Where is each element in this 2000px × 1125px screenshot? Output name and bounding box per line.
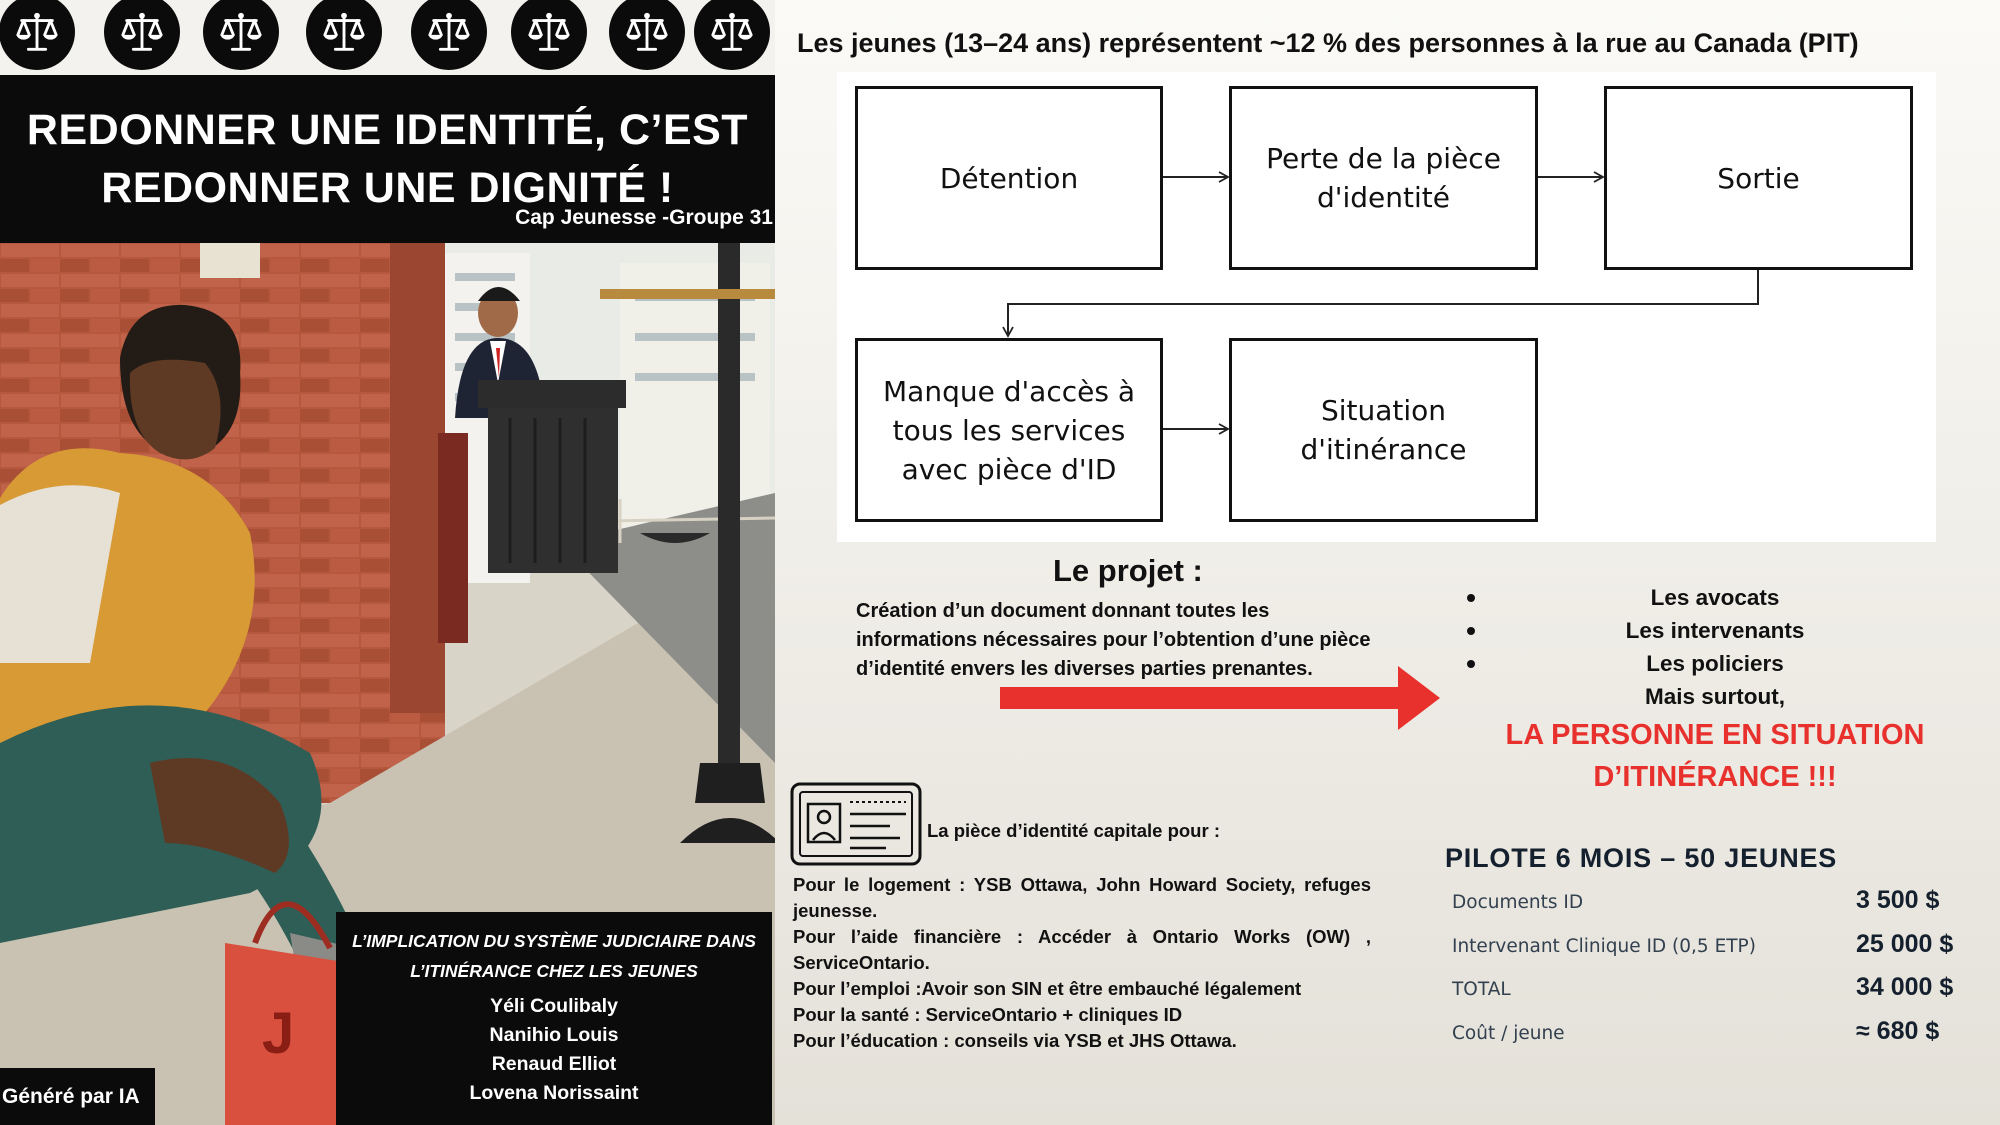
project-description: Création d’un document donnant toutes les informations nécessaires pour l’obtention d’une pièce d’identité envers les diverses parties prenantes.	[856, 600, 1371, 680]
scales-of-justice-icon	[203, 0, 279, 70]
poster	[0, 0, 775, 1125]
stakeholder-list	[1470, 581, 1960, 713]
flow-step-homelessness: Situation d'itinérance	[1229, 338, 1538, 522]
scales-of-justice-icon	[511, 0, 587, 70]
id-usage-item: Pour l’aide financière : Accéder à Ontario Works (OW) , ServiceOntario.	[793, 926, 1371, 973]
scales-icon-row	[0, 0, 775, 75]
id-card-icon	[790, 782, 922, 866]
budget-row	[1452, 971, 1982, 1007]
budget-row	[1452, 884, 1982, 920]
id-usage-item: Pour la santé : ServiceOntario + cliniques ID	[793, 1004, 1183, 1025]
scales-of-justice-icon	[0, 0, 75, 70]
budget-value: ≈ 680 $	[1856, 1017, 1940, 1045]
id-card-label: La pièce d’identité capitale pour :	[927, 820, 1220, 841]
scales-of-justice-icon	[694, 0, 770, 70]
id-usage-item: Pour l’éducation : conseils via YSB et JHS Ottawa.	[793, 1030, 1237, 1051]
author-list	[336, 992, 772, 1108]
scales-of-justice-icon	[104, 0, 180, 70]
id-usage-item: Pour le logement : YSB Ottawa, John Howard Society, refuges jeunesse.	[793, 874, 1371, 921]
author-name: Renaud Elliot	[491, 1053, 617, 1075]
scales-of-justice-icon	[411, 0, 487, 70]
poster-caption-box	[336, 912, 772, 1125]
svg-text:J: J	[262, 1001, 295, 1066]
homeless-person-emphasis: LA PERSONNE EN SITUATION D’ITINÉRANCE !!!	[1505, 719, 1925, 793]
budget-label: Coût / jeune	[1452, 1023, 1565, 1044]
budget-row	[1452, 1015, 1982, 1051]
flow-step-detention: Détention	[855, 86, 1163, 270]
red-arrow-icon	[1000, 662, 1440, 732]
scales-of-justice-icon	[609, 0, 685, 70]
scales-of-justice-icon	[306, 0, 382, 70]
stakeholder-emphasis-intro: Mais surtout,	[1644, 684, 1785, 709]
budget-row	[1452, 928, 1982, 964]
poster-title: REDONNER UNE IDENTITÉ, C’EST REDONNER UNE DIGNITÉ !	[26, 106, 749, 212]
flow-step-release: Sortie	[1604, 86, 1913, 270]
author-name: Nanihio Louis	[489, 1024, 619, 1046]
budget-value: 3 500 $	[1856, 886, 1940, 914]
poster-subtitle: Cap Jeunesse -Groupe 31	[515, 206, 773, 229]
flow-step-no-access: Manque d'accès à tous les services avec pièce d'ID	[855, 338, 1163, 522]
author-name: Lovena Norissaint	[469, 1082, 639, 1104]
flow-step-id-loss: Perte de la pièce d'identité	[1229, 86, 1538, 270]
budget-label: Documents ID	[1452, 892, 1584, 913]
poster-header	[0, 75, 775, 243]
budget-title: PILOTE 6 MOIS – 50 JEUNES	[1445, 843, 1838, 873]
id-usage-item: Pour l’emploi :Avoir son SIN et être embauché légalement	[793, 978, 1302, 999]
stakeholder-item: Les intervenants	[1470, 614, 1960, 647]
stakeholder-item: Les policiers	[1470, 647, 1960, 680]
budget-label: Intervenant Clinique ID (0,5 ETP)	[1452, 936, 1756, 957]
statistic-heading: Les jeunes (13–24 ans) représentent ~12 % des personnes à la rue au Canada (PIT)	[797, 28, 1859, 58]
ai-generated-label: Généré par IA	[0, 1068, 155, 1125]
stakeholder-item: Les avocats	[1470, 581, 1960, 614]
project-title: Le projet :	[1053, 553, 1203, 588]
poster-caption: L’IMPLICATION DU SYSTÈME JUDICIAIRE DANS L’ITINÉRANCE CHEZ LES JEUNES	[352, 931, 756, 981]
budget-value: 25 000 $	[1856, 930, 1954, 958]
id-usage-list	[793, 872, 1371, 1054]
author-name: Yéli Coulibaly	[490, 995, 618, 1017]
flowchart-panel	[837, 72, 1936, 542]
budget-label: TOTAL	[1452, 979, 1511, 1000]
budget-value: 34 000 $	[1856, 973, 1954, 1001]
